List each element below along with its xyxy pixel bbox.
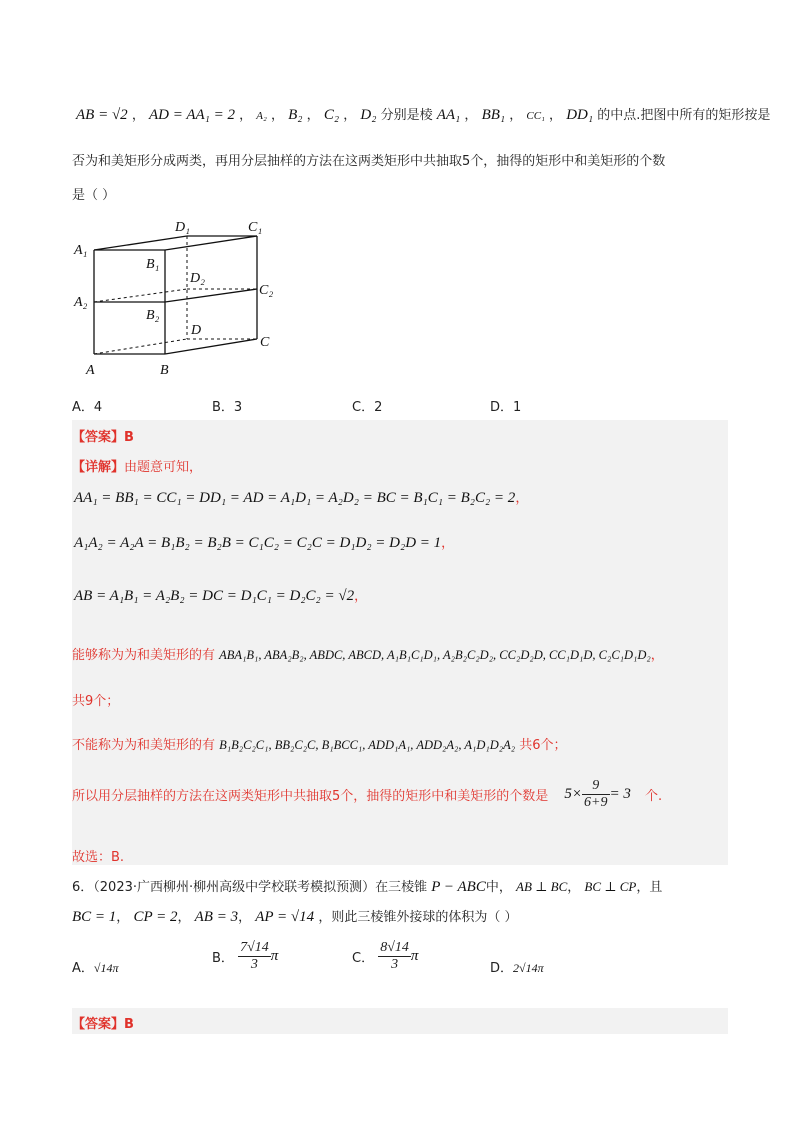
problem6-source: （2023·广西柳州·柳州高级中学校联考模拟预测）在三棱锥: [93, 880, 428, 895]
math-d2: D₂: [360, 107, 377, 123]
final-line: [72, 778, 662, 811]
p6-option-b-fraction: $\frac{7√14}{3}$: [240, 940, 269, 972]
math-dd1: DD₁: [566, 107, 594, 123]
label-b: B: [160, 363, 169, 378]
math-aa1: AA₁: [436, 107, 461, 123]
math-ad: AD = AA₁ = 2: [148, 107, 235, 123]
problem5-line2: 否为和美矩形分成两类，再用分层抽样的方法在这两类矩形中共抽取5个，抽得的矩形中和美矩形的个数: [72, 154, 666, 169]
math-cc1: CC₁: [526, 110, 545, 122]
math-cp2: CP = 2: [133, 909, 178, 925]
math-ap: AP = √14: [255, 909, 315, 925]
answer-label: 【答案】: [72, 430, 125, 445]
eq2: A₁A₂ = A₂A = B₁B₂ = B₂B = C₁C₂ = C₂C = D₁D₂ = D₂D = 1: [74, 535, 442, 551]
detail-label: 【详解】: [72, 460, 125, 475]
math-bc1: BC = 1: [72, 909, 117, 925]
math-ab: AB = √2: [76, 107, 128, 123]
eq3: AB = A₁B₁ = A₂B₂ = DC = D₁C₁ = D₂C₂ = √2: [74, 588, 355, 604]
final-lhs: 5×: [564, 786, 583, 802]
p6-option-d: D．2√14π: [490, 961, 544, 976]
label-d2: D₂: [190, 271, 205, 286]
label-c1: C₁: [248, 220, 263, 235]
conclusion5: 故选：B.: [72, 850, 125, 865]
label-b1: B₁: [146, 257, 160, 272]
bad-rect-line: [72, 734, 567, 753]
label-c2: C₂: [259, 283, 274, 298]
p6-option-a: A．√14π: [72, 961, 119, 976]
p6-option-b: B． $\frac{7√14}{3}$ π: [212, 940, 279, 972]
label-a2: A₂: [74, 295, 88, 310]
final-rhs: = 3: [609, 786, 631, 802]
math-ab-perp-bc: AB ⊥ BC: [516, 879, 568, 894]
label-a1: A₁: [74, 243, 88, 258]
problem6-line1: 6．（2023·广西柳州·柳州高级中学校联考模拟预测）在三棱锥 P − ABC中， AB ⊥ BC， BC ⊥ CP，且: [72, 879, 663, 895]
math-a2: A₂: [256, 110, 267, 122]
answer6-panel: [72, 1008, 728, 1034]
label-b2: B₂: [146, 308, 160, 323]
eq1-line: AA₁ = BB₁ = CC₁ = DD₁ = AD = A₁D₁ = A₂D₂ = BC = B₁C₁ = B₂C₂ = 2，: [74, 490, 529, 506]
bad-text: 不能称为为和美矩形的有: [72, 738, 216, 753]
problem5-line3: 是（ ）: [72, 188, 116, 203]
math-c2: C₂: [323, 107, 340, 123]
good-rect-line: 能够称为为和美矩形的有 ABA₁B₁, ABA₂B₂, ABDC, ABCD, A₁B₁C₁D₁, A₂B₂C₂D₂, CC₂D₂D, CC₁D₁D, C₂C₁D₁D₂，: [72, 648, 664, 663]
answer5: [72, 426, 134, 445]
p6-option-c: C． $\frac{8√14}{3}$ π: [352, 940, 419, 972]
math-bb1: BB₁: [481, 107, 506, 123]
bad-math: B₁B₂C₂C₁, BB₂C₂C, B₁BCC₁, ADD₁A₁, ADD₂A₂, A₁D₁D₂A₂: [219, 738, 516, 752]
good-count: 共9个；: [72, 694, 120, 709]
option-b: B．3: [212, 400, 243, 415]
bad-count: 共6个；: [519, 738, 567, 753]
problem6-number: 6．: [72, 880, 94, 895]
math-b2: B₂: [288, 107, 303, 123]
eq1: AA₁ = BB₁ = CC₁ = DD₁ = AD = A₁D₁ = A₂D₂ = BC = B₁C₁ = B₂C₂ = 2: [74, 490, 516, 506]
label-d: D: [191, 323, 202, 338]
problem5-line1: AB = √2 ， AD = AA₁ = 2 ， A₂ ， B₂ ， C₂ ， D₂ 分别是棱 AA₁ ， BB₁ ， CC₁ ， DD₁ 的中点.把图中所有的矩形按是: [76, 107, 771, 123]
eq3-line: AB = A₁B₁ = A₂B₂ = DC = D₁C₁ = D₂C₂ = √2，: [74, 588, 368, 604]
problem6-line2: BC = 1， CP = 2， AB = 3， AP = √14 ，则此三棱锥外接球的体积为（ ）: [72, 909, 518, 925]
answer6: 【答案】B: [72, 1017, 134, 1032]
label-d1: D₁: [175, 220, 190, 235]
eq2-line: A₁A₂ = A₂A = B₁B₂ = B₂B = C₁C₂ = C₂C = D₁D₂ = D₂D = 1，: [74, 535, 455, 551]
prism-figure: [70, 214, 290, 384]
p6-option-c-fraction: $\frac{8√14}{3}$: [380, 940, 409, 972]
option-d: D．1: [490, 400, 522, 415]
option-a: A．4: [72, 400, 103, 415]
final-fraction: $\frac{9}{6+9}$: [584, 778, 608, 810]
good-text: 能够称为为和美矩形的有: [72, 648, 216, 663]
final-text: 所以用分层抽样的方法在这两类矩形中共抽取5个，抽得的矩形中和美矩形的个数是: [72, 789, 549, 804]
label-c: C: [260, 335, 270, 350]
final-unit: 个.: [645, 789, 663, 804]
math-ab3: AB = 3: [194, 909, 239, 925]
text-midpoints: 分别是棱: [380, 108, 433, 123]
detail5-intro: [72, 456, 202, 475]
math-bc-perp-cp: BC ⊥ CP: [584, 879, 637, 894]
label-a: A: [86, 363, 95, 378]
text-rest: 的中点.把图中所有的矩形按是: [597, 108, 771, 123]
good-math: ABA₁B₁, ABA₂B₂, ABDC, ABCD, A₁B₁C₁D₁, A₂B₂C₂D₂, CC₂D₂D, CC₁D₁D, C₂C₁D₁D₂: [219, 648, 651, 662]
detail-intro: 由题意可知，: [124, 460, 203, 475]
option-c: C．2: [352, 400, 383, 415]
math-p-abc: P − ABC: [431, 879, 486, 895]
answer-value: B: [124, 430, 134, 445]
